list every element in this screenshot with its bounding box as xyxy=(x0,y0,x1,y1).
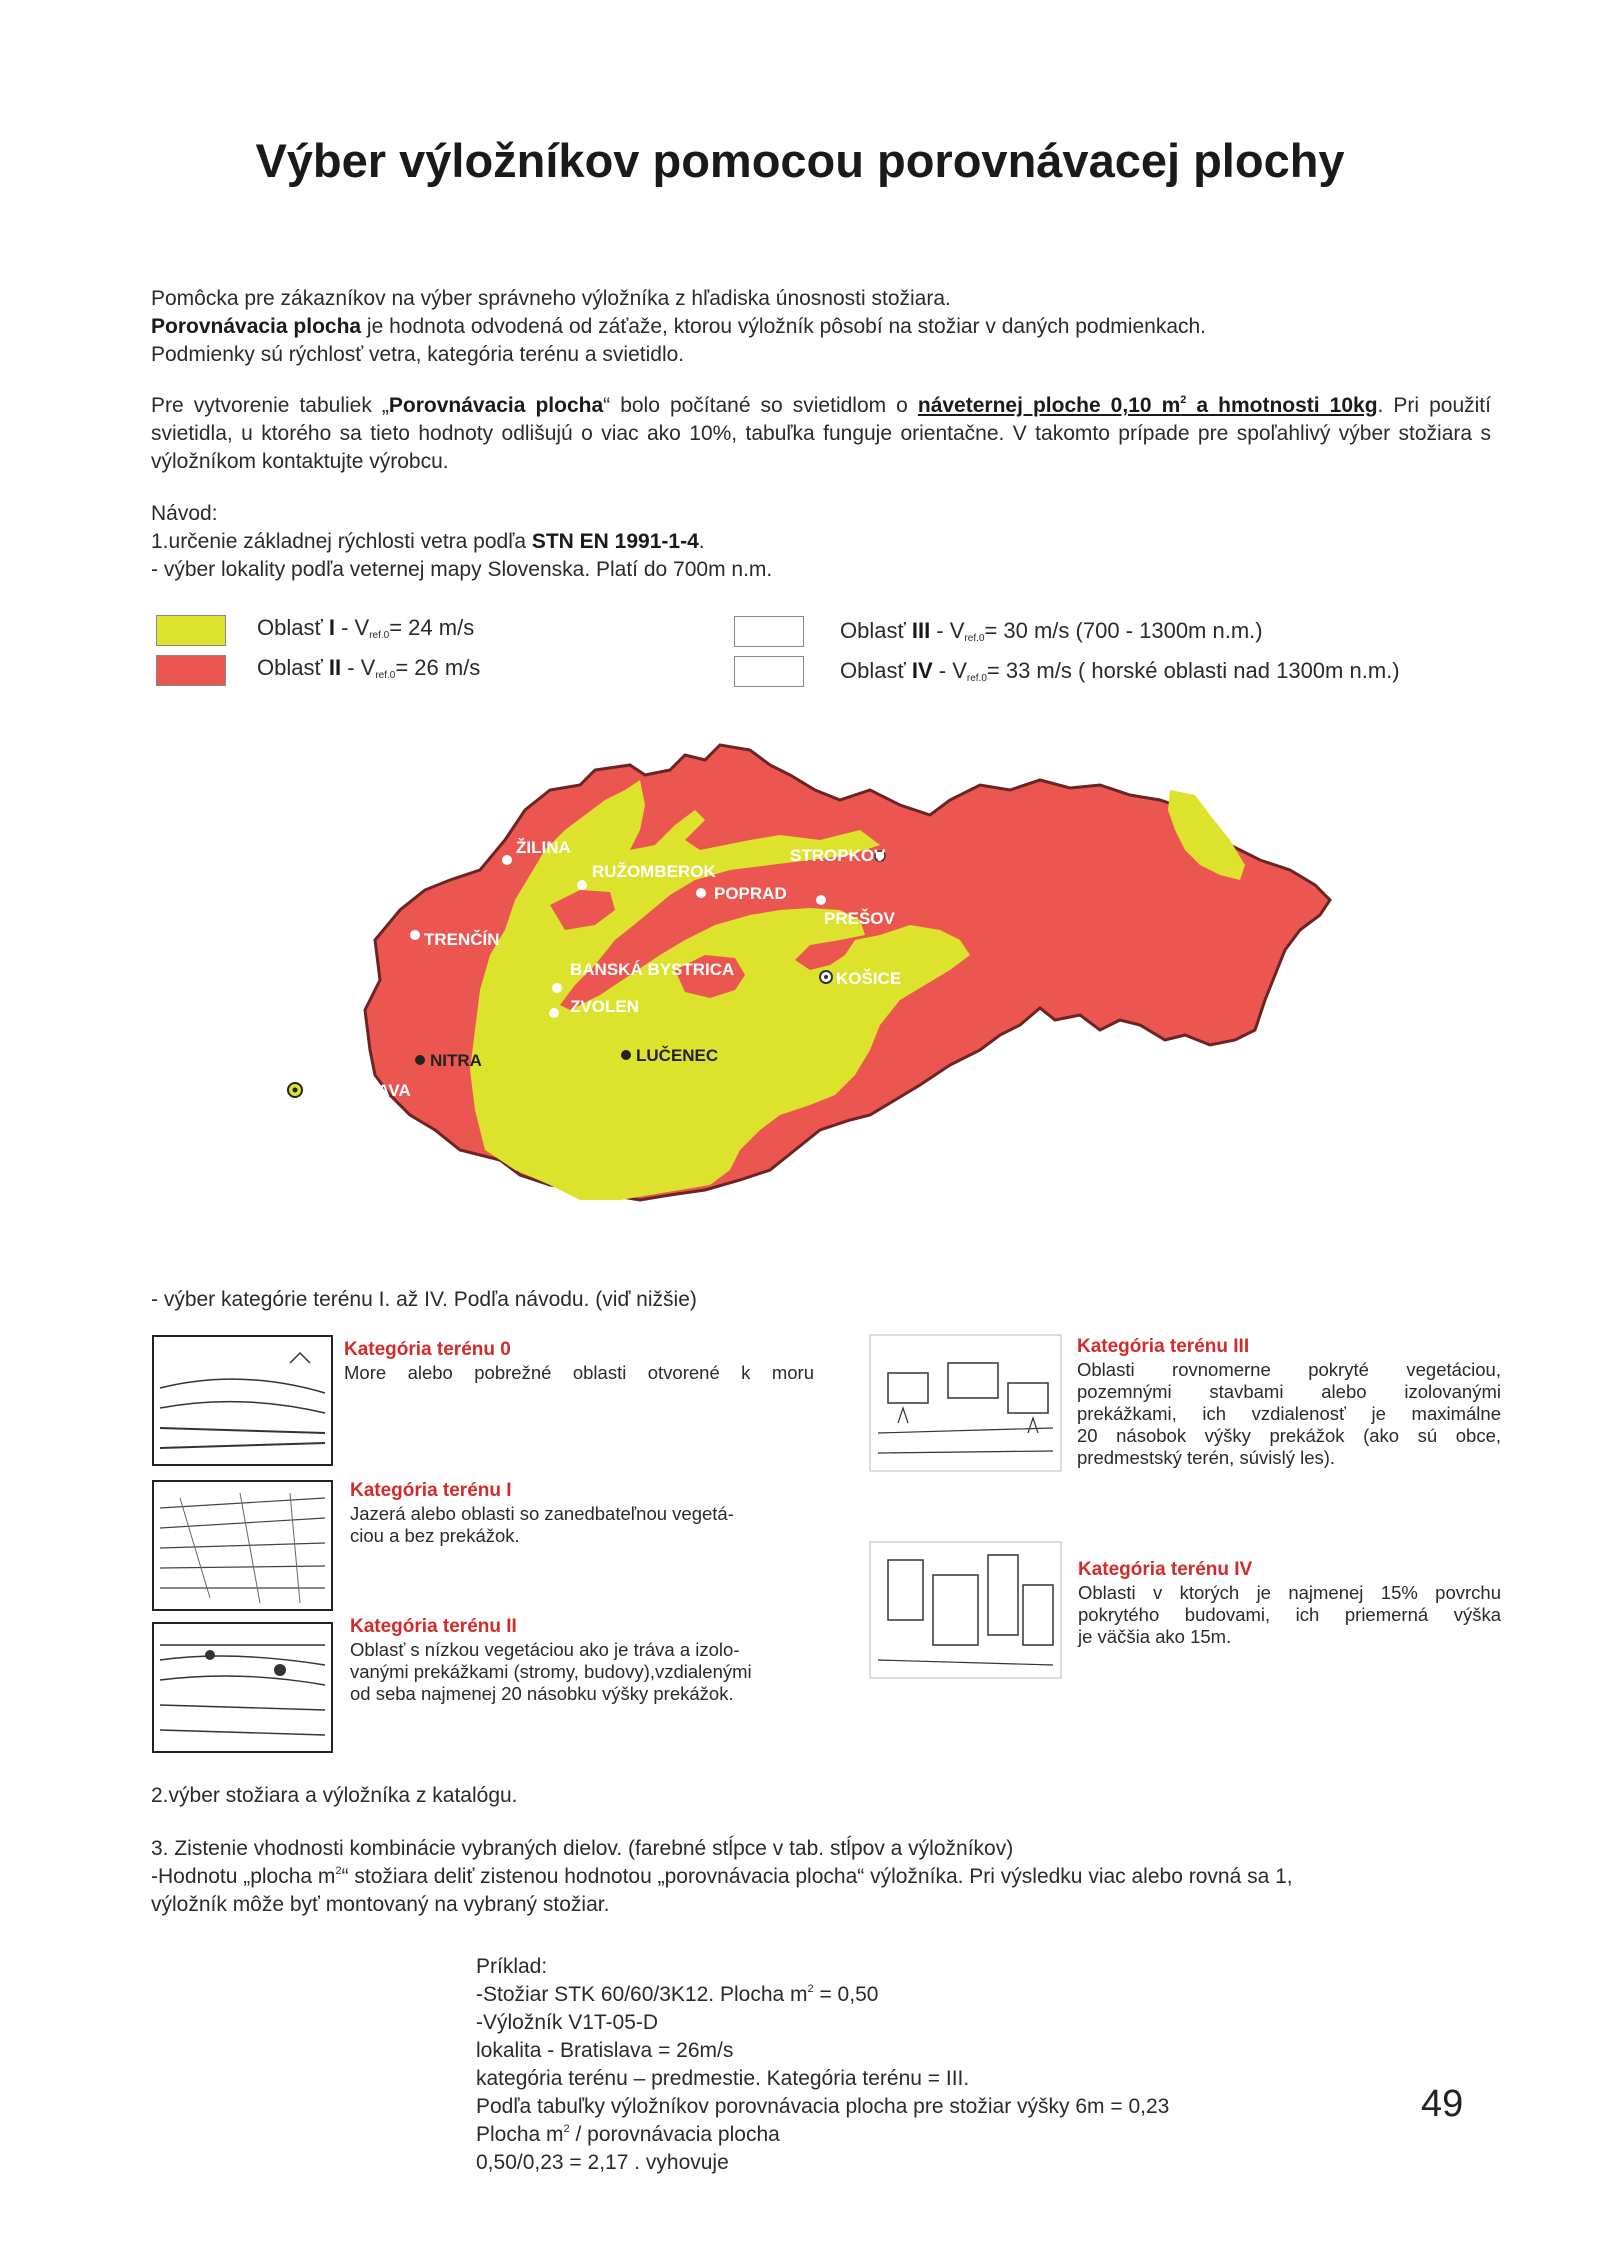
navod-step-1-sub: - výber lokality podľa veternej mapy Slovenska. Platí do 700m n.m. xyxy=(151,558,773,581)
sketch-category-0 xyxy=(150,1333,335,1468)
svg-text:RUŽOMBEROK: RUŽOMBEROK xyxy=(592,862,716,881)
category-0-title: Kategória terénu 0 xyxy=(344,1339,511,1360)
navod-section xyxy=(151,500,1491,584)
category-i: Kategória terénu I Jazerá alebo oblasti so zanedbateľnou vegetá- ciou a bez prekážok. xyxy=(350,1479,814,1547)
legend-swatch-iii xyxy=(734,616,804,647)
step-3 xyxy=(151,1835,1501,1919)
legend-label-i: Oblasť $I - V_{ref.0}= 24$ m/s xyxy=(257,615,475,641)
svg-text:POPRAD: POPRAD xyxy=(714,884,787,903)
example-line-2: -Výložník V1T-05-D xyxy=(476,2011,659,2034)
legend-label-iv: Oblasť IV - $V_{ref.0}= 33$ m/s ( horské oblasti nad 1300m n.m.) xyxy=(840,658,1400,684)
category-ii-title: Kategória terénu II xyxy=(350,1616,517,1637)
category-iii-title: Kategória terénu III xyxy=(1077,1336,1250,1357)
svg-text:BANSKÁ BYSTRICA: BANSKÁ BYSTRICA xyxy=(570,960,735,979)
step-3-line-1: 3. Zistenie vhodnosti kombinácie vybraných dielov. (farebné stĺpce v tab. stĺpov a výložníkov) xyxy=(151,1837,1014,1860)
city-stropkov xyxy=(790,846,886,865)
example-line-6: Plocha $m^2$ / porovnávacia plocha xyxy=(476,2123,780,2146)
example-line-4: kategória terénu – predmestie. Kategória terénu = III. xyxy=(476,2067,970,2090)
svg-text:BRATISLAVA: BRATISLAVA xyxy=(305,1081,411,1100)
svg-text:LUČENEC: LUČENEC xyxy=(636,1046,719,1065)
page-title: Výber výložníkov pomocou porovnávacej plochy xyxy=(255,134,1345,187)
step-2: 2.výber stožiara a výložníka z katalógu. xyxy=(151,1784,518,1807)
svg-text:ZVOLEN: ZVOLEN xyxy=(570,997,639,1016)
svg-text:PREŠOV: PREŠOV xyxy=(824,909,895,928)
legend-label-ii: Oblasť II - $V_{ref.0}= 26$ m/s xyxy=(257,655,481,681)
sketch-category-ii xyxy=(150,1620,335,1755)
example-line-5: Podľa tabuľky výložníkov porovnávacia plocha pre stožiar výšky 6m = 0,23 xyxy=(476,2095,1170,2118)
category-i-title: Kategória terénu I xyxy=(350,1480,512,1501)
sketch-category-iv xyxy=(868,1540,1063,1680)
sketch-category-i xyxy=(150,1478,335,1613)
example-line-1: -Stožiar STK 60/60/3K12. Plocha $m^2 = 0,50$ xyxy=(476,1983,879,2006)
svg-text:ŽILINA: ŽILINA xyxy=(516,838,571,857)
category-0 xyxy=(344,1338,814,1384)
city-trnava xyxy=(290,1031,361,1050)
example-line-3: lokalita - Bratislava = 26m/s xyxy=(476,2039,734,2062)
category-0-desc: More alebo pobrežné oblasti otvorené k moru xyxy=(344,1362,814,1383)
wind-map xyxy=(280,730,1360,1260)
example-heading: Príklad: xyxy=(476,1955,548,1978)
navod-heading: Návod: xyxy=(151,502,218,525)
category-iv: Kategória terénu IV Oblasti v ktorých je najmenej 15% povrchu pokrytého budovami, ich priemerná výška je väčšia ako 15m. xyxy=(1078,1559,1501,1647)
step-3-line-3: výložník môže byť montovaný na vybraný stožiar. xyxy=(151,1893,610,1916)
city-bratislava xyxy=(288,1081,411,1100)
intro-line-3: Podmienky sú rýchlosť vetra, kategória terénu a svietidlo. xyxy=(151,343,685,366)
svg-text:TRNAVA: TRNAVA xyxy=(290,1031,359,1050)
city-trencin xyxy=(410,930,500,949)
category-ii: Kategória terénu II Oblasť s nízkou vegetáciou ako je tráva a izolo- vanými prekážkami (stromy, budovy),vzdialenými od seba najmenej 20 násobku výšky prekážok. xyxy=(350,1615,820,1705)
svg-text:TRENČÍN: TRENČÍN xyxy=(424,930,500,949)
category-iii: Kategória terénu III Oblasti rovnomerne pokryté vegetáciou, pozemnými stavbami alebo izolovanými prekážkami, ich vzdialenosť je maximálne 20 násobok výšky prekážok (ako sú obce, predmestský terén, súvislý les). xyxy=(1077,1336,1501,1468)
category-iv-title: Kategória terénu IV xyxy=(1078,1559,1253,1580)
page-number: 49 xyxy=(1421,2083,1464,2125)
tables-paragraph: Pre vytvorenie tabuliek „Porovnávacia plocha“ bolo počítané so svietidlom o náveternej ploche 0,10 $m^2$ a hmotnosti 10kg. Pri použití svietidla, u ktorého sa tieto hodnoty odlišujú o viac ako 10%, tabuľka funguje orientačne. V takomto prípade pre spoľahlivý výber stožiara s výložníkom kontaktujte výrobcu. xyxy=(151,394,1491,473)
legend-swatch-i xyxy=(156,615,226,646)
intro-line-1: Pomôcka pre zákazníkov na výber správneho výložníka z hľadiska únosnosti stožiara. xyxy=(151,287,951,310)
intro-paragraph xyxy=(151,285,1491,369)
svg-text:NITRA: NITRA xyxy=(430,1051,482,1070)
svg-text:KOŠICE: KOŠICE xyxy=(836,969,902,988)
svg-text:STROPKOV: STROPKOV xyxy=(790,846,886,865)
navod-step-1: 1.určenie základnej rýchlosti vetra podľa STN EN 1991-1-4. xyxy=(151,530,705,553)
example-line-7: 0,50/0,23 = 2,17 . vyhovuje xyxy=(476,2151,729,2174)
city-lucenec xyxy=(621,1046,718,1065)
sketch-category-iii xyxy=(868,1333,1063,1473)
terrain-intro: - výber kategórie terénu I. až IV. Podľa návodu. (viď nižšie) xyxy=(151,1288,697,1311)
legend-swatch-ii xyxy=(156,655,226,686)
legend-swatch-iv xyxy=(734,656,804,687)
intro-line-2: Porovnávacia plocha je hodnota odvodená od záťaže, ktorou výložník pôsobí na stožiar v daných podmienkach. xyxy=(151,315,1207,338)
example-block xyxy=(476,1953,1376,2177)
step-3-line-2: -Hodnotu „plocha $m^2“$ stožiara deliť zistenou hodnotou „porovnávacia plocha“ výložníka. Pri výsledku viac alebo rovná sa 1, xyxy=(151,1865,1293,1888)
legend-label-iii: Oblasť III - $V_{ref.0}= 30$ m/s (700 - 1300m n.m.) xyxy=(840,618,1263,644)
